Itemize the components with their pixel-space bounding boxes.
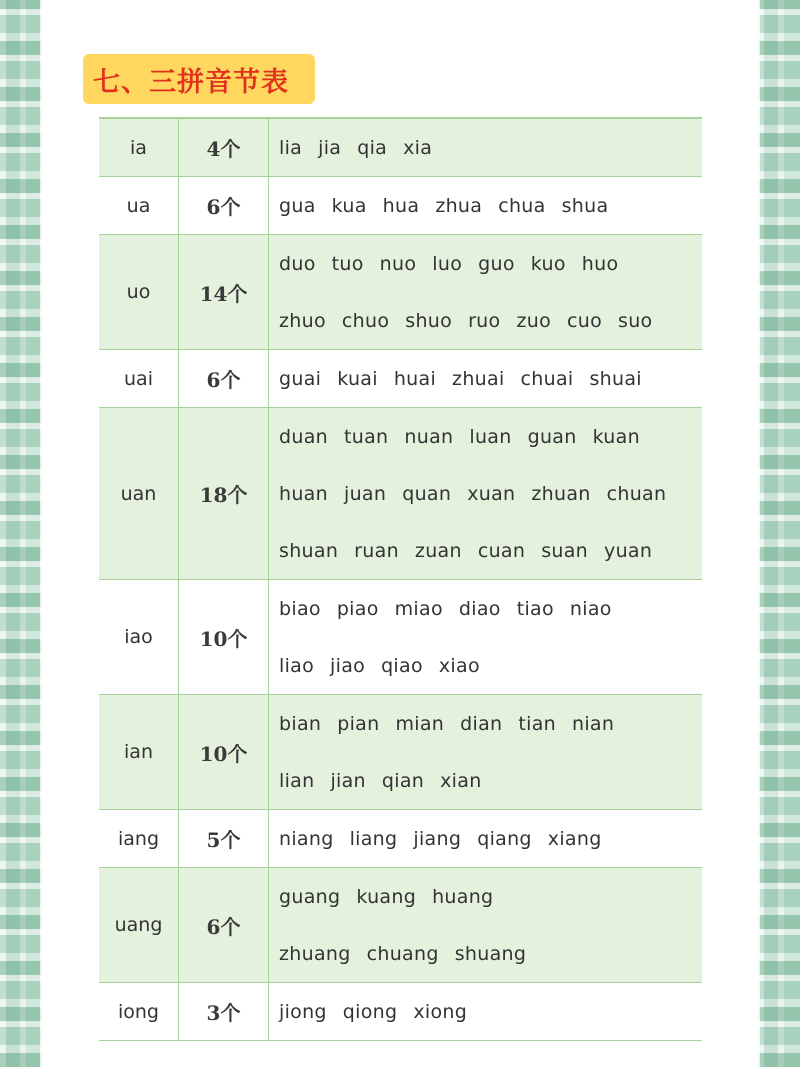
syllable: guai [279, 367, 322, 390]
syllable: pian [337, 712, 380, 735]
syllables-cell [269, 868, 702, 982]
syllable-line [279, 292, 702, 349]
syllable: quan [402, 482, 452, 505]
section-title: 七、三拼音节表 [93, 66, 289, 98]
syllable: duo [279, 252, 316, 275]
syllable: guang [279, 885, 341, 908]
table-row [99, 868, 702, 983]
syllable: jiao [330, 654, 366, 677]
syllable: dian [460, 712, 503, 735]
syllable: zhuai [452, 367, 505, 390]
syllable: zhua [435, 194, 483, 217]
final-cell: ian [99, 695, 179, 809]
syllable-line [279, 983, 702, 1040]
syllable: xia [403, 136, 433, 159]
syllables-cell [269, 983, 702, 1040]
syllable: lia [279, 136, 303, 159]
syllable: qiong [342, 1000, 398, 1023]
syllable: xiang [547, 827, 602, 850]
syllable: guo [478, 252, 515, 275]
syllable: shuan [279, 539, 339, 562]
syllable: duan [279, 425, 328, 448]
syllable: qiang [477, 827, 532, 850]
syllable: piao [336, 597, 379, 620]
count-cell: 6个 [179, 177, 269, 234]
syllables-cell [269, 235, 702, 349]
syllable: kua [331, 194, 367, 217]
syllables-cell [269, 810, 702, 867]
syllables-cell [269, 695, 702, 809]
syllable: qiao [381, 654, 423, 677]
count-cell: 6个 [179, 350, 269, 407]
table-row [99, 695, 702, 810]
syllable-line [279, 177, 702, 234]
syllable-line [279, 235, 702, 292]
syllable: kuang [356, 885, 417, 908]
syllable: suan [541, 539, 589, 562]
final-cell: iong [99, 983, 179, 1040]
syllable: qia [357, 136, 388, 159]
decorative-plaid-border-left [0, 0, 42, 1067]
syllable: cuan [477, 539, 526, 562]
syllable: xiong [413, 1000, 468, 1023]
syllable: ruan [354, 539, 399, 562]
syllable: luan [469, 425, 512, 448]
syllable: chuan [606, 482, 667, 505]
final-cell: uang [99, 868, 179, 982]
syllable: zuo [516, 309, 551, 332]
syllable: zhuan [531, 482, 591, 505]
syllable: tian [518, 712, 557, 735]
count-cell: 3个 [179, 983, 269, 1040]
syllable-line [279, 925, 702, 982]
syllable: chuang [366, 942, 439, 965]
syllable-line [279, 752, 702, 809]
syllable: huang [432, 885, 494, 908]
count-cell: 4个 [179, 119, 269, 176]
syllable-line [279, 350, 702, 407]
syllable: shuai [589, 367, 642, 390]
syllable: zhuang [279, 942, 351, 965]
syllables-cell [269, 177, 702, 234]
syllable-line [279, 810, 702, 867]
syllable: lian [279, 769, 315, 792]
final-cell: uo [99, 235, 179, 349]
syllable: bian [279, 712, 322, 735]
syllable: cuo [567, 309, 603, 332]
syllable: niao [569, 597, 612, 620]
syllable-line [279, 695, 702, 752]
section-title-tag [83, 54, 315, 104]
syllable: hua [382, 194, 420, 217]
syllable-line [279, 637, 702, 694]
syllable: tuo [331, 252, 364, 275]
table-row [99, 983, 702, 1041]
syllable: jia [318, 136, 342, 159]
syllable: miao [394, 597, 443, 620]
syllable: chuai [520, 367, 574, 390]
final-cell: uai [99, 350, 179, 407]
syllable: kuo [530, 252, 566, 275]
table-row [99, 580, 702, 695]
syllable: xian [440, 769, 482, 792]
decorative-plaid-border-right [758, 0, 800, 1067]
syllable: chua [498, 194, 546, 217]
syllable: ruo [468, 309, 501, 332]
table-row [99, 408, 702, 580]
final-cell: uan [99, 408, 179, 579]
count-cell: 14个 [179, 235, 269, 349]
syllable-line [279, 408, 702, 465]
count-cell: 10个 [179, 695, 269, 809]
syllable: zhuo [279, 309, 326, 332]
table-row [99, 119, 702, 177]
syllable: yuan [604, 539, 653, 562]
table-row [99, 810, 702, 868]
syllable: jiang [413, 827, 462, 850]
syllable: liang [349, 827, 398, 850]
syllable: shuang [454, 942, 527, 965]
syllable: niang [279, 827, 334, 850]
syllable: xuan [467, 482, 516, 505]
syllable-line [279, 465, 702, 522]
syllable: zuan [414, 539, 462, 562]
table-row [99, 235, 702, 350]
count-cell: 10个 [179, 580, 269, 694]
syllable: luo [432, 252, 463, 275]
syllable: shuo [405, 309, 453, 332]
syllable-line [279, 522, 702, 579]
syllable-line [279, 580, 702, 637]
syllable: kuan [592, 425, 640, 448]
syllable: huan [279, 482, 328, 505]
syllables-cell [269, 580, 702, 694]
table-row [99, 177, 702, 235]
syllable: nuan [404, 425, 454, 448]
table-row [99, 350, 702, 408]
triple-syllable-table [99, 117, 702, 1041]
syllables-cell [269, 119, 702, 176]
syllable: shua [561, 194, 609, 217]
syllable: diao [458, 597, 501, 620]
syllable: guan [527, 425, 577, 448]
final-cell: ia [99, 119, 179, 176]
syllable: qian [381, 769, 425, 792]
syllable-line [279, 868, 702, 925]
syllable: tuan [344, 425, 389, 448]
syllable: xiao [438, 654, 480, 677]
count-cell: 5个 [179, 810, 269, 867]
syllable: huai [393, 367, 437, 390]
syllable: jian [330, 769, 366, 792]
syllables-cell [269, 408, 702, 579]
syllable: jiong [279, 1000, 327, 1023]
final-cell: ua [99, 177, 179, 234]
syllable: biao [279, 597, 321, 620]
syllable: mian [395, 712, 445, 735]
syllable: liao [279, 654, 315, 677]
final-cell: iang [99, 810, 179, 867]
syllable: juan [343, 482, 387, 505]
syllable-line [279, 119, 702, 176]
syllable: chuo [341, 309, 390, 332]
syllable: kuai [337, 367, 378, 390]
syllable: tiao [516, 597, 554, 620]
syllables-cell [269, 350, 702, 407]
count-cell: 6个 [179, 868, 269, 982]
syllable: nian [572, 712, 615, 735]
syllable: huo [581, 252, 619, 275]
final-cell: iao [99, 580, 179, 694]
syllable: nuo [379, 252, 417, 275]
count-cell: 18个 [179, 408, 269, 579]
syllable: gua [279, 194, 316, 217]
syllable: suo [618, 309, 653, 332]
